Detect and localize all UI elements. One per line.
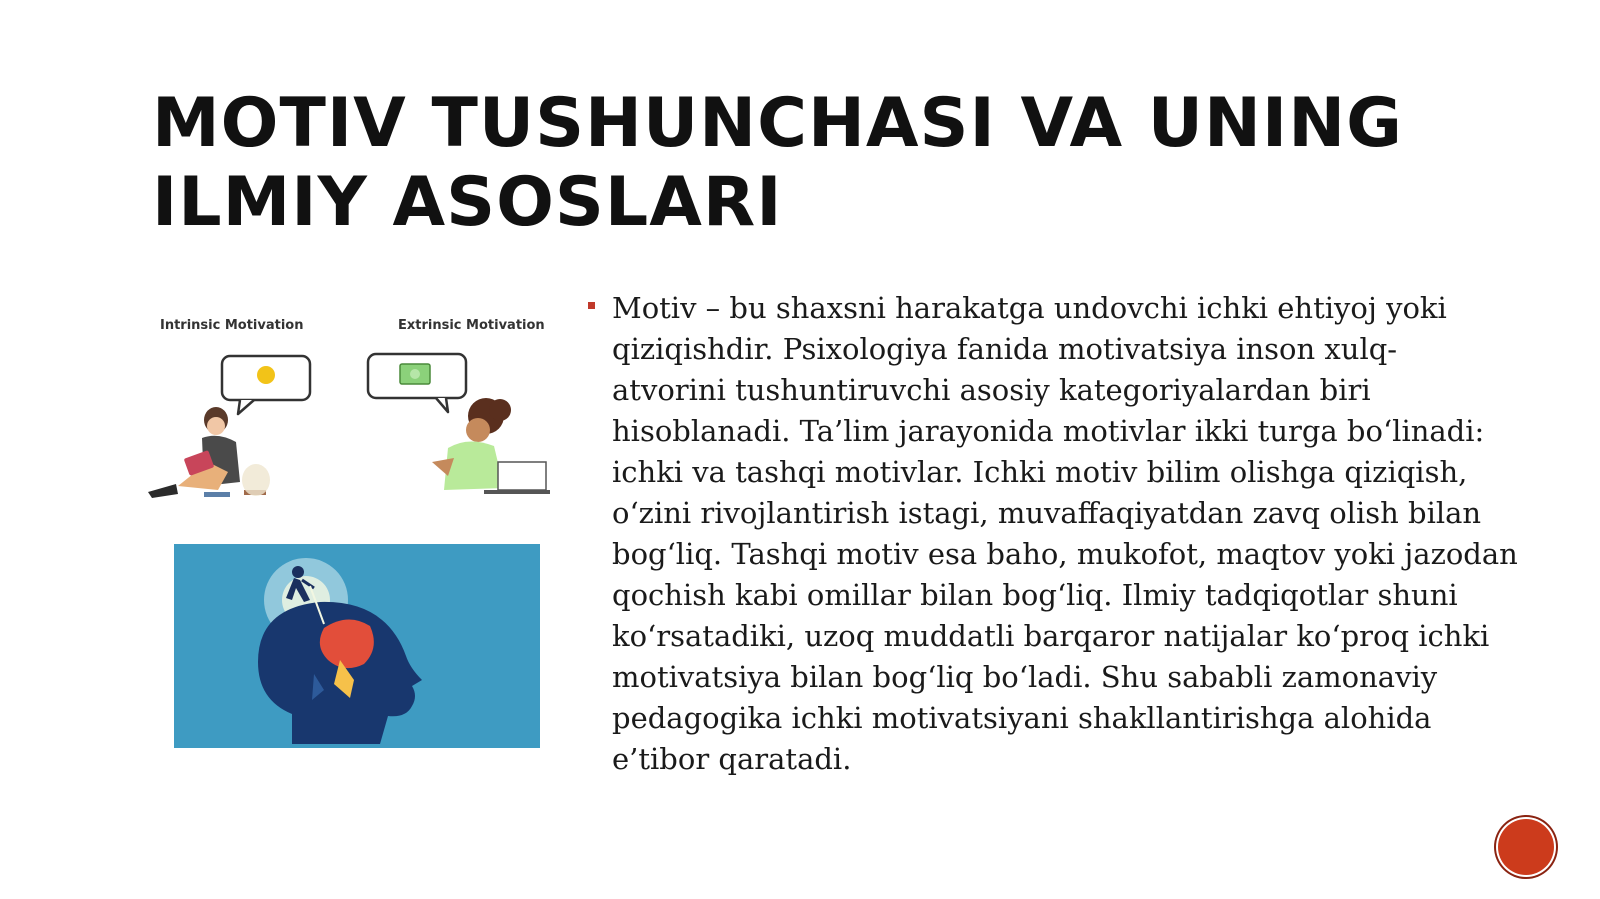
head-climber-drawing <box>174 544 540 748</box>
body-line: qochish kabi omillar bilan bog‘liq. Ilmiy tadqiqotlar shuni <box>612 578 1458 612</box>
body-line: atvorini tushuntiruvchi asosiy kategoriyalardan biri <box>612 373 1371 407</box>
motivation-illustration <box>148 312 560 512</box>
body-line: e’tibor qaratadi. <box>612 742 852 776</box>
body-line: o‘zini rivojlantirish istagi, muvaffaqiyatdan zavq olish bilan <box>612 496 1482 530</box>
slide-title-line-1: MOTIV TUSHUNCHASI VA UNING <box>152 84 1403 163</box>
body-line: bog‘liq. Tashqi motiv esa baho, mukofot, maqtov yoki jazodan <box>612 537 1518 571</box>
speech-bubble-icon <box>222 356 310 414</box>
extrinsic-motivation-label: Extrinsic Motivation <box>398 318 545 333</box>
slide-title <box>152 84 1532 242</box>
motivation-drawing <box>148 312 560 512</box>
body-line: motivatsiya bilan bog‘liq bo‘ladi. Shu sababli zamonaviy <box>612 660 1438 694</box>
body-paragraph <box>612 288 1552 780</box>
body-line: qiziqishdir. Psixologiya fanida motivatsiya inson xulq- <box>612 332 1398 366</box>
next-slide-button[interactable] <box>1498 819 1554 875</box>
body-line: Motiv – bu shaxsni harakatga undovchi ichki ehtiyoj yoki <box>612 291 1447 325</box>
bullet-marker <box>588 302 595 309</box>
speech-bubble-money-icon <box>368 354 466 412</box>
slide-title-line-2: ILMIY ASOSLARI <box>152 163 783 242</box>
mind-illustration <box>174 544 540 748</box>
body-line: pedagogika ichki motivatsiyani shakllantirishga alohida <box>612 701 1432 735</box>
body-line: hisoblanadi. Ta’lim jarayonida motivlar ikki turga bo‘linadi: <box>612 414 1485 448</box>
intrinsic-motivation-label: Intrinsic Motivation <box>160 318 304 333</box>
body-line: ichki va tashqi motivlar. Ichki motiv bilim olishga qiziqish, <box>612 455 1468 489</box>
body-line: ko‘rsatadiki, uzoq muddatli barqaror natijalar ko‘proq ichki <box>612 619 1490 653</box>
reading-person-icon <box>148 407 270 498</box>
laptop-person-icon <box>432 398 550 494</box>
